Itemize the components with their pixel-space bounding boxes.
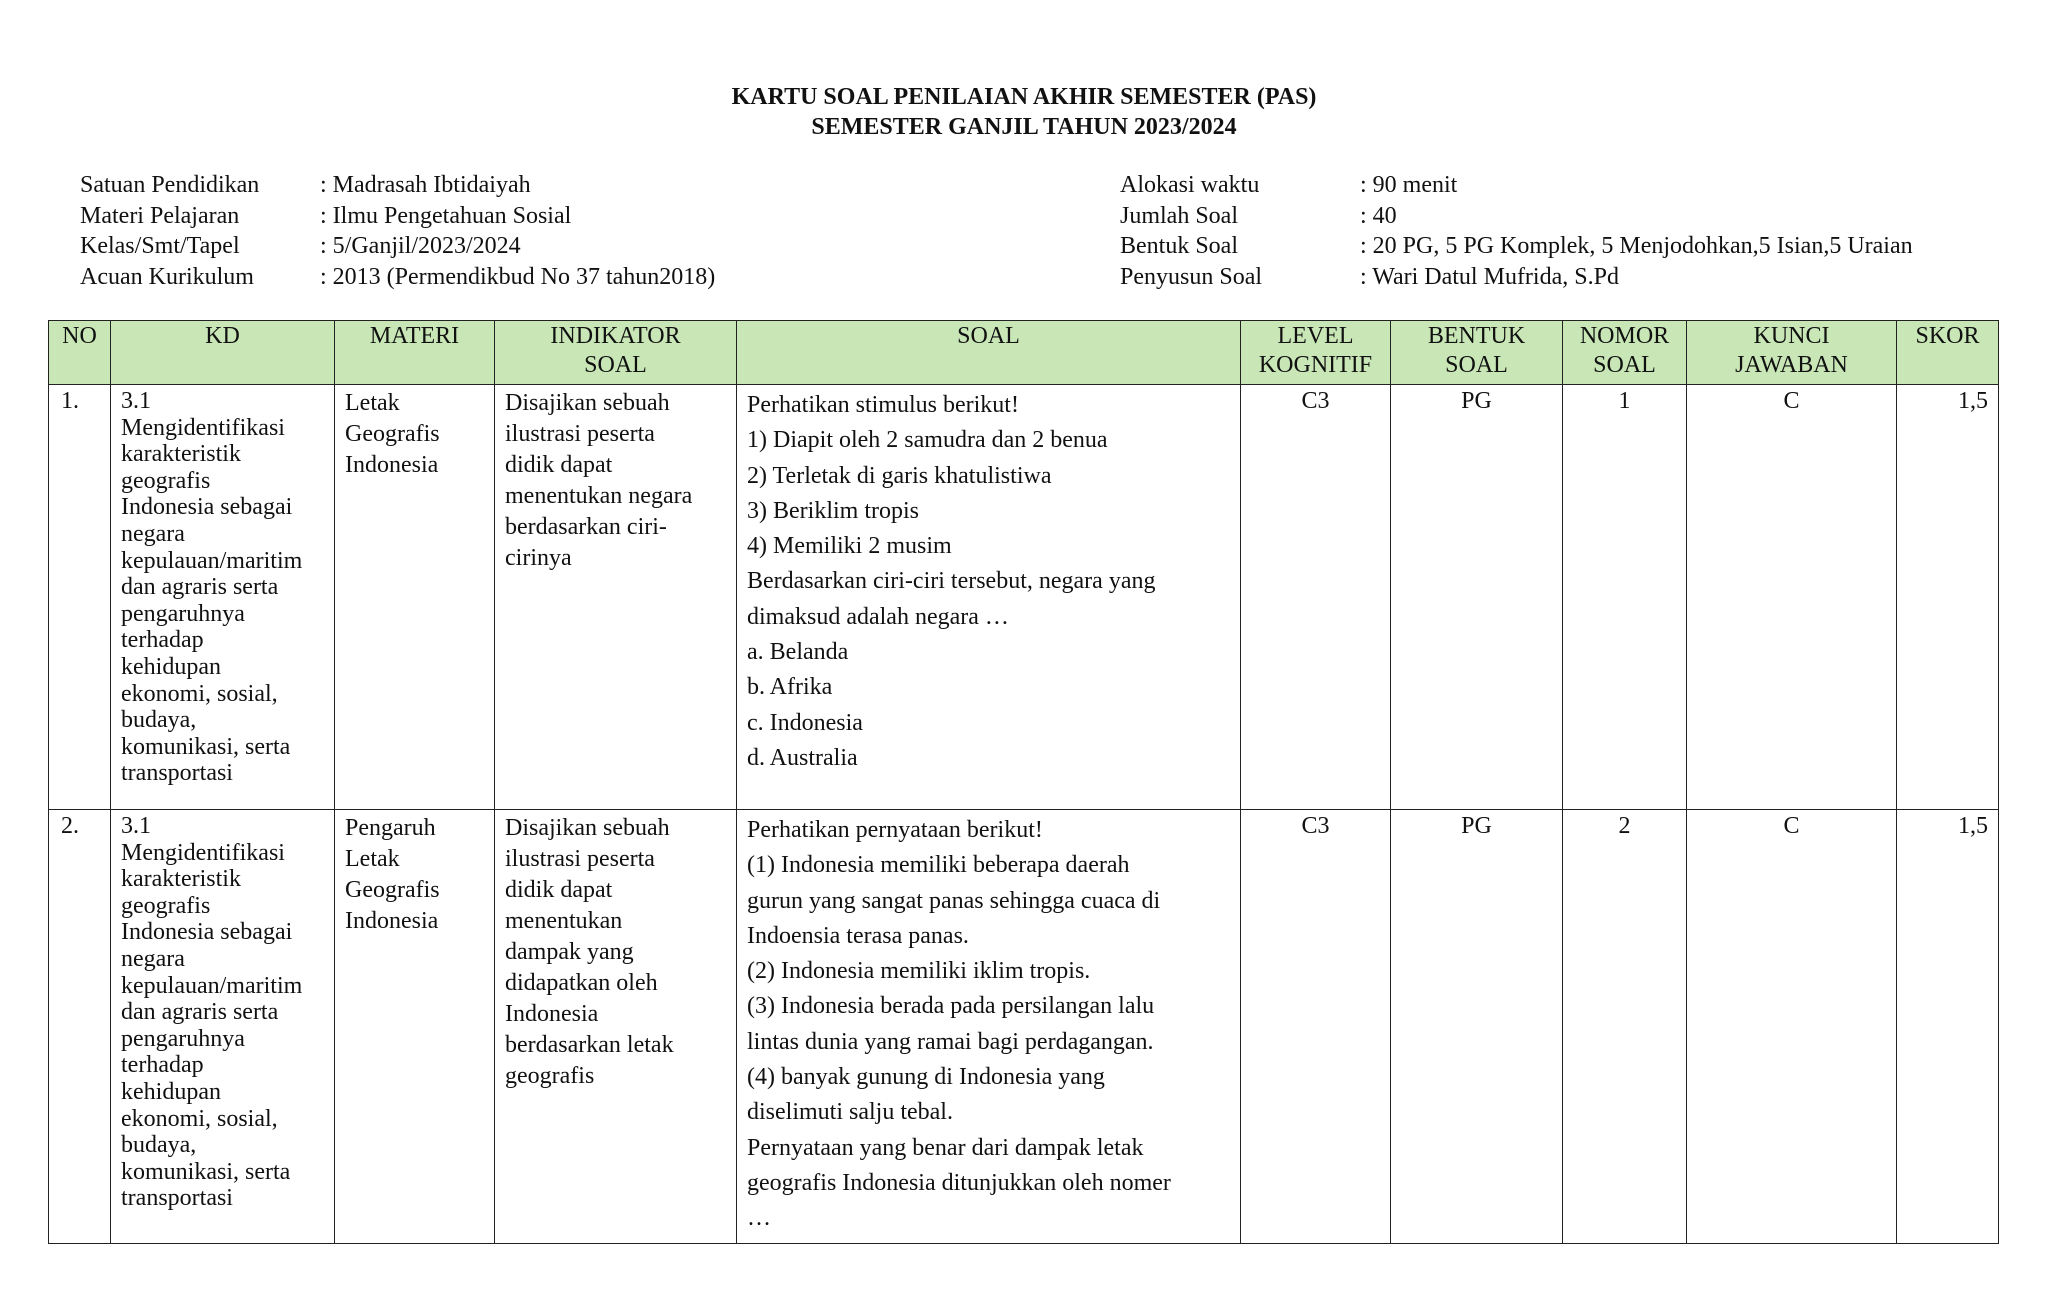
cell-nomor: 2 [1563, 810, 1687, 1244]
cell-soal [737, 810, 1241, 1244]
table-header-row [49, 321, 1999, 385]
cell-level: C3 [1241, 385, 1391, 810]
cell-line: (3) Indonesia berada pada persilangan lalu [747, 993, 1155, 1020]
cell-materi [335, 385, 495, 810]
info-value: : 20 PG, 5 PG Komplek, 5 Menjodohkan,5 Isian,5 Uraian [1360, 233, 1913, 259]
info-value: : 2013 (Permendikbud No 37 tahun2018) [320, 263, 716, 290]
cell-skor: 1,5 [1897, 385, 1999, 810]
cell-soal [737, 385, 1241, 810]
cell-line: ekonomi, sosial, [121, 1105, 278, 1132]
cell-no: 2. [49, 810, 111, 1244]
info-label: Kelas/Smt/Tapel [80, 233, 240, 259]
info-row [80, 170, 715, 201]
cell-line: dampak yang [505, 939, 634, 965]
cell-line: transportasi [121, 1185, 233, 1212]
cell-line: Geografis [345, 421, 440, 447]
cell-line: gurun yang sangat panas sehingga cuaca di [747, 887, 1161, 914]
cell-line: d. Australia [747, 744, 858, 771]
info-label: Alokasi waktu [1120, 172, 1260, 198]
cell-line: kepulauan/maritim [121, 972, 303, 999]
cell-line: pengaruhnya [121, 1025, 245, 1052]
cell-line: dan agraris serta [121, 574, 279, 601]
info-value: : 40 [1360, 202, 1397, 229]
cell-line: geografis Indonesia ditunjukkan oleh nomer [747, 1169, 1171, 1196]
cell-line: c. Indonesia [747, 709, 863, 736]
cell-line: berdasarkan ciri- [505, 514, 667, 540]
cell-line: (4) banyak gunung di Indonesia yang [747, 1064, 1105, 1091]
cell-line: Indonesia sebagai [121, 919, 293, 946]
cell-line: geografis [121, 467, 211, 494]
col-header-kd: KD [111, 321, 335, 385]
cell-line: diselimuti salju tebal. [747, 1099, 953, 1126]
cell-line: berdasarkan letak [505, 1032, 674, 1058]
cell-bentuk: PG [1391, 810, 1563, 1244]
col-header-materi: MATERI [335, 321, 495, 385]
cell-line: b. Afrika [747, 674, 833, 701]
info-row [1120, 262, 1913, 293]
col-header-level: LEVEL KOGNITIF [1241, 321, 1391, 385]
cell-indikator [495, 385, 737, 810]
info-row [1120, 201, 1913, 232]
cell-line: karakteristik [121, 441, 241, 468]
info-value: : Madrasah Ibtidaiyah [320, 172, 531, 198]
cell-nomor: 1 [1563, 385, 1687, 810]
cell-line: lintas dunia yang ramai bagi perdagangan. [747, 1028, 1154, 1055]
cell-kd [111, 810, 335, 1244]
cell-line: menentukan [505, 908, 623, 934]
cell-line: 4) Memiliki 2 musim [747, 533, 952, 560]
cell-line: geografis [505, 1063, 595, 1089]
info-value: : Ilmu Pengetahuan Sosial [320, 202, 572, 229]
info-row [1120, 231, 1913, 262]
info-label: Jumlah Soal [1120, 202, 1238, 229]
cell-line: ilustrasi peserta [505, 846, 655, 872]
info-label: Bentuk Soal [1120, 233, 1238, 259]
info-row [80, 262, 715, 293]
cell-line: (1) Indonesia memiliki beberapa daerah [747, 852, 1130, 879]
info-value: : 5/Ganjil/2023/2024 [320, 233, 521, 259]
cell-line: Indonesia [505, 1001, 599, 1027]
cell-line: transportasi [121, 760, 233, 787]
col-header-bentuk: BENTUK SOAL [1391, 321, 1563, 385]
table-row [49, 810, 1999, 1244]
cell-materi [335, 810, 495, 1244]
col-header-nomor: NOMOR SOAL [1563, 321, 1687, 385]
cell-indikator [495, 810, 737, 1244]
cell-kd [111, 385, 335, 810]
cell-line: dimaksud adalah negara … [747, 603, 1009, 630]
info-row [80, 201, 715, 232]
info-label: Materi Pelajaran [80, 202, 240, 229]
cell-line: menentukan negara [505, 483, 693, 509]
cell-line: Mengidentifikasi [121, 414, 285, 441]
cell-line: Disajikan sebuah [505, 390, 670, 416]
cell-line: Indonesia [345, 452, 439, 478]
cell-line: terhadap [121, 1052, 204, 1079]
info-right [1120, 170, 1913, 292]
page-subtitle: SEMESTER GANJIL TAHUN 2023/2024 [811, 114, 1237, 140]
cell-line: dan agraris serta [121, 999, 279, 1026]
info-row [80, 231, 715, 262]
cell-kunci: C [1687, 385, 1897, 810]
col-header-indikator: INDIKATOR SOAL [495, 321, 737, 385]
cell-line: budaya, [121, 1132, 197, 1159]
cell-line: negara [121, 945, 185, 972]
cell-line: didik dapat [505, 452, 613, 478]
table-row [49, 385, 1999, 810]
cell-line: didapatkan oleh [505, 970, 658, 996]
cell-line: Indoensia terasa panas. [747, 922, 969, 949]
cell-line: Letak [345, 390, 400, 416]
cell-line: (2) Indonesia memiliki iklim tropis. [747, 958, 1091, 985]
cell-line: Perhatikan stimulus berikut! [747, 392, 1019, 418]
cell-line: 1) Diapit oleh 2 samudra dan 2 benua [747, 427, 1108, 454]
cell-line: kehidupan [121, 1078, 221, 1105]
info-value: : 90 menit [1360, 172, 1458, 198]
cell-skor: 1,5 [1897, 810, 1999, 1244]
cell-kunci: C [1687, 810, 1897, 1244]
cell-line: karakteristik [121, 866, 241, 893]
cell-line: 2) Terletak di garis khatulistiwa [747, 462, 1052, 489]
cell-line: Geografis [345, 877, 440, 903]
col-header-no: NO [49, 321, 111, 385]
info-label: Satuan Pendidikan [80, 172, 260, 198]
cell-line: … [747, 1205, 771, 1232]
cell-line: a. Belanda [747, 639, 849, 666]
cell-no: 1. [49, 385, 111, 810]
cell-line: Perhatikan pernyataan berikut! [747, 817, 1043, 843]
cell-line: komunikasi, serta [121, 733, 291, 760]
cell-line: Berdasarkan ciri-ciri tersebut, negara yang [747, 568, 1156, 595]
cell-line: didik dapat [505, 877, 613, 903]
info-label: Penyusun Soal [1120, 263, 1263, 290]
cell-line: kepulauan/maritim [121, 547, 303, 574]
info-value: : Wari Datul Mufrida, S.Pd [1360, 263, 1619, 290]
cell-line: 3) Beriklim tropis [747, 497, 919, 524]
cell-line: kehidupan [121, 653, 221, 680]
cell-line: Pernyataan yang benar dari dampak letak [747, 1134, 1144, 1161]
page-title: KARTU SOAL PENILAIAN AKHIR SEMESTER (PAS) [731, 84, 1317, 110]
info-label: Acuan Kurikulum [80, 263, 254, 290]
cell-line: Letak [345, 846, 400, 872]
cell-line: Indonesia sebagai [121, 494, 293, 521]
cell-line: pengaruhnya [121, 600, 245, 627]
info-row [1120, 170, 1913, 201]
cell-line: terhadap [121, 627, 204, 654]
cell-line: Mengidentifikasi [121, 839, 285, 866]
col-header-skor: SKOR [1897, 321, 1999, 385]
cell-line: budaya, [121, 707, 197, 734]
question-card-table [48, 320, 1999, 1244]
cell-line: geografis [121, 892, 211, 919]
cell-line: Pengaruh [345, 815, 436, 841]
cell-line: Indonesia [345, 908, 439, 934]
cell-line: negara [121, 520, 185, 547]
cell-line: cirinya [505, 545, 572, 571]
col-header-kunci: KUNCI JAWABAN [1687, 321, 1897, 385]
cell-line: ilustrasi peserta [505, 421, 655, 447]
cell-line: ekonomi, sosial, [121, 680, 278, 707]
col-header-soal: SOAL [737, 321, 1241, 385]
cell-bentuk: PG [1391, 385, 1563, 810]
cell-level: C3 [1241, 810, 1391, 1244]
cell-line: 3.1 [121, 813, 151, 839]
cell-line: Disajikan sebuah [505, 815, 670, 841]
cell-line: 3.1 [121, 388, 151, 414]
cell-line: komunikasi, serta [121, 1158, 291, 1185]
info-left [80, 170, 715, 292]
